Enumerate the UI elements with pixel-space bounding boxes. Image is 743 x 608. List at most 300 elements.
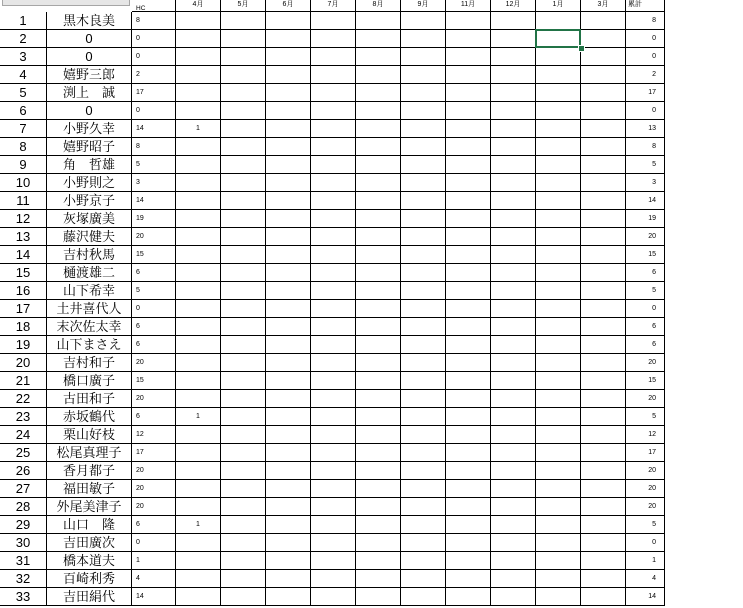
- month-score-cell[interactable]: [221, 102, 266, 120]
- month-score-cell[interactable]: [311, 84, 356, 102]
- month-score-cell[interactable]: [176, 336, 221, 354]
- month-score-cell[interactable]: [221, 372, 266, 390]
- month-score-cell[interactable]: [401, 516, 446, 534]
- hc-value[interactable]: 6: [132, 408, 176, 426]
- month-score-cell[interactable]: [176, 534, 221, 552]
- month-score-cell[interactable]: [491, 138, 536, 156]
- month-score-cell[interactable]: [446, 498, 491, 516]
- month-score-cell[interactable]: [266, 336, 311, 354]
- month-score-cell[interactable]: [356, 390, 401, 408]
- month-score-cell[interactable]: [311, 246, 356, 264]
- month-score-cell[interactable]: [356, 444, 401, 462]
- member-name[interactable]: 小野則之: [47, 174, 132, 192]
- month-score-cell[interactable]: [311, 300, 356, 318]
- month-score-cell[interactable]: [266, 318, 311, 336]
- total-value[interactable]: 13: [626, 120, 665, 138]
- month-score-cell[interactable]: [536, 138, 581, 156]
- total-value[interactable]: 1: [626, 552, 665, 570]
- month-score-cell[interactable]: [311, 498, 356, 516]
- month-score-cell[interactable]: [266, 300, 311, 318]
- month-score-cell[interactable]: [221, 156, 266, 174]
- month-score-cell[interactable]: [356, 570, 401, 588]
- member-name[interactable]: 百崎利秀: [47, 570, 132, 588]
- member-name[interactable]: 吉田絹代: [47, 588, 132, 606]
- month-score-cell[interactable]: [311, 354, 356, 372]
- row-number[interactable]: 32: [0, 570, 47, 588]
- row-number[interactable]: 20: [0, 354, 47, 372]
- month-score-cell[interactable]: [221, 12, 266, 30]
- month-score-cell[interactable]: [536, 84, 581, 102]
- total-value[interactable]: 15: [626, 372, 665, 390]
- month-score-cell[interactable]: [311, 174, 356, 192]
- month-score-cell[interactable]: [311, 192, 356, 210]
- month-score-cell[interactable]: [266, 426, 311, 444]
- header-total[interactable]: 累計: [626, 0, 665, 12]
- total-value[interactable]: 2: [626, 66, 665, 84]
- month-score-cell[interactable]: [266, 444, 311, 462]
- month-score-cell[interactable]: [311, 426, 356, 444]
- month-score-cell[interactable]: [266, 120, 311, 138]
- month-score-cell[interactable]: [536, 534, 581, 552]
- month-score-cell[interactable]: [311, 210, 356, 228]
- month-score-cell[interactable]: [311, 570, 356, 588]
- header-month[interactable]: 4月: [176, 0, 221, 12]
- month-score-cell[interactable]: [311, 138, 356, 156]
- total-value[interactable]: 0: [626, 102, 665, 120]
- month-score-cell[interactable]: [446, 372, 491, 390]
- month-score-cell[interactable]: [221, 300, 266, 318]
- month-score-cell[interactable]: [536, 120, 581, 138]
- month-score-cell[interactable]: [446, 120, 491, 138]
- month-score-cell[interactable]: [266, 570, 311, 588]
- hc-value[interactable]: 3: [132, 174, 176, 192]
- month-score-cell[interactable]: [311, 462, 356, 480]
- month-score-cell[interactable]: [536, 570, 581, 588]
- month-score-cell[interactable]: [401, 372, 446, 390]
- month-score-cell[interactable]: [401, 48, 446, 66]
- hc-value[interactable]: 19: [132, 210, 176, 228]
- month-score-cell[interactable]: [491, 48, 536, 66]
- row-number[interactable]: 15: [0, 264, 47, 282]
- month-score-cell[interactable]: [356, 516, 401, 534]
- month-score-cell[interactable]: [401, 12, 446, 30]
- month-score-cell[interactable]: [446, 354, 491, 372]
- hc-value[interactable]: 6: [132, 318, 176, 336]
- month-score-cell[interactable]: [356, 408, 401, 426]
- total-value[interactable]: 5: [626, 156, 665, 174]
- month-score-cell[interactable]: [581, 12, 626, 30]
- total-value[interactable]: 15: [626, 246, 665, 264]
- month-score-cell[interactable]: [221, 30, 266, 48]
- month-score-cell[interactable]: [401, 588, 446, 606]
- month-score-cell[interactable]: [491, 66, 536, 84]
- month-score-cell[interactable]: [221, 480, 266, 498]
- month-score-cell[interactable]: [221, 192, 266, 210]
- month-score-cell[interactable]: [176, 210, 221, 228]
- total-value[interactable]: 19: [626, 210, 665, 228]
- month-score-cell[interactable]: [266, 246, 311, 264]
- member-name[interactable]: 黒木良美: [47, 12, 132, 30]
- month-score-cell[interactable]: [536, 318, 581, 336]
- month-score-cell[interactable]: [176, 264, 221, 282]
- month-score-cell[interactable]: [446, 12, 491, 30]
- month-score-cell[interactable]: [266, 588, 311, 606]
- hc-value[interactable]: 6: [132, 264, 176, 282]
- total-value[interactable]: 6: [626, 336, 665, 354]
- month-score-cell[interactable]: [176, 84, 221, 102]
- month-score-cell[interactable]: [401, 246, 446, 264]
- month-score-cell[interactable]: [401, 570, 446, 588]
- month-score-cell[interactable]: [401, 300, 446, 318]
- total-value[interactable]: 14: [626, 588, 665, 606]
- row-number[interactable]: 12: [0, 210, 47, 228]
- member-name[interactable]: 吉田廣次: [47, 534, 132, 552]
- month-score-cell[interactable]: [176, 30, 221, 48]
- month-score-cell[interactable]: [401, 462, 446, 480]
- month-score-cell[interactable]: [581, 498, 626, 516]
- month-score-cell[interactable]: [221, 408, 266, 426]
- header-month[interactable]: 3月: [581, 0, 626, 12]
- month-score-cell[interactable]: [581, 300, 626, 318]
- month-score-cell[interactable]: [356, 480, 401, 498]
- month-score-cell[interactable]: [491, 210, 536, 228]
- month-score-cell[interactable]: [491, 588, 536, 606]
- month-score-cell[interactable]: [536, 174, 581, 192]
- month-score-cell[interactable]: [356, 282, 401, 300]
- hc-value[interactable]: 15: [132, 246, 176, 264]
- row-number[interactable]: 24: [0, 426, 47, 444]
- month-score-cell[interactable]: [446, 552, 491, 570]
- total-value[interactable]: 4: [626, 570, 665, 588]
- month-score-cell[interactable]: [311, 318, 356, 336]
- month-score-cell[interactable]: [401, 210, 446, 228]
- month-score-cell[interactable]: [401, 336, 446, 354]
- month-score-cell[interactable]: [491, 282, 536, 300]
- row-number[interactable]: 14: [0, 246, 47, 264]
- month-score-cell[interactable]: [536, 588, 581, 606]
- header-month[interactable]: 12月: [491, 0, 536, 12]
- header-month[interactable]: 1月: [536, 0, 581, 12]
- row-number[interactable]: 11: [0, 192, 47, 210]
- total-value[interactable]: 5: [626, 282, 665, 300]
- month-score-cell[interactable]: [356, 210, 401, 228]
- hc-value[interactable]: 1: [132, 552, 176, 570]
- month-score-cell[interactable]: [176, 228, 221, 246]
- month-score-cell[interactable]: [311, 120, 356, 138]
- month-score-cell[interactable]: [536, 516, 581, 534]
- member-name[interactable]: 吉村秋馬: [47, 246, 132, 264]
- month-score-cell[interactable]: [356, 336, 401, 354]
- month-score-cell[interactable]: [266, 354, 311, 372]
- month-score-cell[interactable]: [536, 462, 581, 480]
- month-score-cell[interactable]: [356, 426, 401, 444]
- month-score-cell[interactable]: [446, 336, 491, 354]
- row-number[interactable]: 28: [0, 498, 47, 516]
- total-value[interactable]: 0: [626, 30, 665, 48]
- month-score-cell[interactable]: [581, 84, 626, 102]
- month-score-cell[interactable]: [176, 390, 221, 408]
- month-score-cell[interactable]: [356, 156, 401, 174]
- month-score-cell[interactable]: [311, 228, 356, 246]
- month-score-cell[interactable]: [581, 48, 626, 66]
- month-score-cell[interactable]: [446, 48, 491, 66]
- month-score-cell[interactable]: [401, 138, 446, 156]
- row-number[interactable]: 9: [0, 156, 47, 174]
- hc-value[interactable]: 17: [132, 444, 176, 462]
- month-score-cell[interactable]: [581, 30, 626, 48]
- month-score-cell[interactable]: [311, 30, 356, 48]
- month-score-cell[interactable]: [581, 552, 626, 570]
- header-hc[interactable]: HC: [132, 0, 176, 12]
- month-score-cell[interactable]: [491, 156, 536, 174]
- month-score-cell[interactable]: [266, 516, 311, 534]
- month-score-cell[interactable]: [446, 282, 491, 300]
- month-score-cell[interactable]: [221, 426, 266, 444]
- month-score-cell[interactable]: [311, 336, 356, 354]
- member-name[interactable]: 0: [47, 102, 132, 120]
- header-month[interactable]: 11月: [446, 0, 491, 12]
- month-score-cell[interactable]: [581, 372, 626, 390]
- month-score-cell[interactable]: [536, 192, 581, 210]
- month-score-cell[interactable]: [401, 156, 446, 174]
- header-month[interactable]: 7月: [311, 0, 356, 12]
- month-score-cell[interactable]: [446, 138, 491, 156]
- row-number[interactable]: 29: [0, 516, 47, 534]
- month-score-cell[interactable]: [446, 246, 491, 264]
- month-score-cell[interactable]: [581, 138, 626, 156]
- month-score-cell[interactable]: [401, 390, 446, 408]
- month-score-cell[interactable]: [356, 192, 401, 210]
- month-score-cell[interactable]: [356, 84, 401, 102]
- total-value[interactable]: 20: [626, 498, 665, 516]
- member-name[interactable]: 角 哲雄: [47, 156, 132, 174]
- header-blank-b[interactable]: [47, 0, 132, 12]
- month-score-cell[interactable]: [581, 336, 626, 354]
- month-score-cell[interactable]: [536, 498, 581, 516]
- month-score-cell[interactable]: [356, 48, 401, 66]
- total-value[interactable]: 12: [626, 426, 665, 444]
- month-score-cell[interactable]: [491, 12, 536, 30]
- month-score-cell[interactable]: [491, 426, 536, 444]
- member-name[interactable]: 土井喜代人: [47, 300, 132, 318]
- month-score-cell[interactable]: [311, 102, 356, 120]
- row-number[interactable]: 21: [0, 372, 47, 390]
- hc-value[interactable]: 20: [132, 480, 176, 498]
- row-number[interactable]: 8: [0, 138, 47, 156]
- month-score-cell[interactable]: [356, 228, 401, 246]
- month-score-cell[interactable]: [446, 300, 491, 318]
- month-score-cell[interactable]: [581, 120, 626, 138]
- month-score-cell[interactable]: [311, 12, 356, 30]
- month-score-cell[interactable]: [311, 408, 356, 426]
- month-score-cell[interactable]: [446, 426, 491, 444]
- month-score-cell[interactable]: [581, 588, 626, 606]
- month-score-cell[interactable]: [581, 264, 626, 282]
- total-value[interactable]: 20: [626, 480, 665, 498]
- month-score-cell[interactable]: [356, 462, 401, 480]
- month-score-cell[interactable]: [401, 408, 446, 426]
- month-score-cell[interactable]: [581, 66, 626, 84]
- member-name[interactable]: 山下まさえ: [47, 336, 132, 354]
- month-score-cell[interactable]: [176, 588, 221, 606]
- member-name[interactable]: 渕上 誠: [47, 84, 132, 102]
- month-score-cell[interactable]: [491, 480, 536, 498]
- month-score-cell[interactable]: [491, 462, 536, 480]
- month-score-cell[interactable]: [536, 30, 581, 48]
- month-score-cell[interactable]: [446, 192, 491, 210]
- total-value[interactable]: 20: [626, 462, 665, 480]
- month-score-cell[interactable]: [266, 462, 311, 480]
- month-score-cell[interactable]: [581, 210, 626, 228]
- hc-value[interactable]: 0: [132, 102, 176, 120]
- row-number[interactable]: 16: [0, 282, 47, 300]
- month-score-cell[interactable]: [266, 192, 311, 210]
- month-score-cell[interactable]: [491, 408, 536, 426]
- hc-value[interactable]: 8: [132, 12, 176, 30]
- header-month[interactable]: 9月: [401, 0, 446, 12]
- month-score-cell[interactable]: [311, 264, 356, 282]
- month-score-cell[interactable]: [176, 138, 221, 156]
- month-score-cell[interactable]: [581, 174, 626, 192]
- month-score-cell[interactable]: [401, 66, 446, 84]
- member-name[interactable]: 古田和子: [47, 390, 132, 408]
- month-score-cell[interactable]: [221, 462, 266, 480]
- total-value[interactable]: 6: [626, 318, 665, 336]
- month-score-cell[interactable]: [536, 408, 581, 426]
- month-score-cell[interactable]: [176, 102, 221, 120]
- month-score-cell[interactable]: [176, 318, 221, 336]
- member-name[interactable]: 赤坂鶴代: [47, 408, 132, 426]
- month-score-cell[interactable]: [311, 48, 356, 66]
- total-value[interactable]: 0: [626, 48, 665, 66]
- month-score-cell[interactable]: [491, 516, 536, 534]
- month-score-cell[interactable]: [356, 300, 401, 318]
- member-name[interactable]: 栗山好枝: [47, 426, 132, 444]
- total-value[interactable]: 17: [626, 444, 665, 462]
- month-score-cell[interactable]: [536, 372, 581, 390]
- month-score-cell[interactable]: [221, 48, 266, 66]
- hc-value[interactable]: 0: [132, 30, 176, 48]
- month-score-cell[interactable]: [536, 444, 581, 462]
- row-number[interactable]: 23: [0, 408, 47, 426]
- month-score-cell[interactable]: [356, 246, 401, 264]
- month-score-cell[interactable]: [581, 426, 626, 444]
- header-month[interactable]: 8月: [356, 0, 401, 12]
- month-score-cell[interactable]: [401, 354, 446, 372]
- month-score-cell[interactable]: [536, 210, 581, 228]
- month-score-cell[interactable]: [491, 372, 536, 390]
- month-score-cell[interactable]: [446, 390, 491, 408]
- row-number[interactable]: 19: [0, 336, 47, 354]
- month-score-cell[interactable]: [536, 354, 581, 372]
- member-name[interactable]: 小野久幸: [47, 120, 132, 138]
- total-value[interactable]: 8: [626, 12, 665, 30]
- month-score-cell[interactable]: [491, 570, 536, 588]
- row-number[interactable]: 26: [0, 462, 47, 480]
- month-score-cell[interactable]: [581, 228, 626, 246]
- month-score-cell[interactable]: [311, 552, 356, 570]
- month-score-cell[interactable]: [311, 480, 356, 498]
- month-score-cell[interactable]: [491, 246, 536, 264]
- month-score-cell[interactable]: [176, 246, 221, 264]
- month-score-cell[interactable]: [581, 444, 626, 462]
- row-number[interactable]: 1: [0, 12, 47, 30]
- member-name[interactable]: 樋渡雄二: [47, 264, 132, 282]
- month-score-cell[interactable]: [446, 408, 491, 426]
- month-score-cell[interactable]: [221, 336, 266, 354]
- fill-handle[interactable]: [578, 45, 585, 52]
- member-name[interactable]: 橋本道夫: [47, 552, 132, 570]
- total-value[interactable]: 0: [626, 534, 665, 552]
- month-score-cell[interactable]: [356, 138, 401, 156]
- month-score-cell[interactable]: [581, 192, 626, 210]
- total-value[interactable]: 20: [626, 354, 665, 372]
- month-score-cell[interactable]: [401, 444, 446, 462]
- month-score-cell[interactable]: [176, 48, 221, 66]
- month-score-cell[interactable]: [581, 354, 626, 372]
- month-score-cell[interactable]: [401, 192, 446, 210]
- month-score-cell[interactable]: [536, 282, 581, 300]
- month-score-cell[interactable]: [491, 264, 536, 282]
- month-score-cell[interactable]: [266, 390, 311, 408]
- month-score-cell[interactable]: [221, 354, 266, 372]
- month-score-cell[interactable]: [266, 156, 311, 174]
- month-score-cell[interactable]: [221, 138, 266, 156]
- month-score-cell[interactable]: [401, 174, 446, 192]
- month-score-cell[interactable]: [176, 552, 221, 570]
- month-score-cell[interactable]: [221, 246, 266, 264]
- month-score-cell[interactable]: [311, 516, 356, 534]
- month-score-cell[interactable]: [266, 174, 311, 192]
- month-score-cell[interactable]: [356, 354, 401, 372]
- row-number[interactable]: 6: [0, 102, 47, 120]
- row-number[interactable]: 18: [0, 318, 47, 336]
- month-score-cell[interactable]: [356, 372, 401, 390]
- month-score-cell[interactable]: [491, 498, 536, 516]
- total-value[interactable]: 5: [626, 516, 665, 534]
- hc-value[interactable]: 20: [132, 228, 176, 246]
- month-score-cell[interactable]: [491, 354, 536, 372]
- month-score-cell[interactable]: [491, 300, 536, 318]
- month-score-cell[interactable]: [491, 534, 536, 552]
- month-score-cell[interactable]: [266, 498, 311, 516]
- month-score-cell[interactable]: [221, 516, 266, 534]
- month-score-cell[interactable]: [221, 444, 266, 462]
- hc-value[interactable]: 20: [132, 498, 176, 516]
- month-score-cell[interactable]: [266, 138, 311, 156]
- row-number[interactable]: 33: [0, 588, 47, 606]
- month-score-cell[interactable]: [491, 102, 536, 120]
- month-score-cell[interactable]: [536, 426, 581, 444]
- month-score-cell[interactable]: [536, 300, 581, 318]
- month-score-cell[interactable]: [356, 552, 401, 570]
- month-score-cell[interactable]: [446, 174, 491, 192]
- header-month[interactable]: 5月: [221, 0, 266, 12]
- member-name[interactable]: 嬉野昭子: [47, 138, 132, 156]
- row-number[interactable]: 4: [0, 66, 47, 84]
- month-score-cell[interactable]: [446, 84, 491, 102]
- month-score-cell[interactable]: [401, 480, 446, 498]
- month-score-cell[interactable]: [491, 552, 536, 570]
- month-score-cell[interactable]: [176, 498, 221, 516]
- row-number[interactable]: 25: [0, 444, 47, 462]
- member-name[interactable]: 藤沢健夫: [47, 228, 132, 246]
- hc-value[interactable]: 20: [132, 462, 176, 480]
- month-score-cell[interactable]: [311, 534, 356, 552]
- month-score-cell[interactable]: 1: [176, 120, 221, 138]
- month-score-cell[interactable]: [446, 318, 491, 336]
- month-score-cell[interactable]: [266, 534, 311, 552]
